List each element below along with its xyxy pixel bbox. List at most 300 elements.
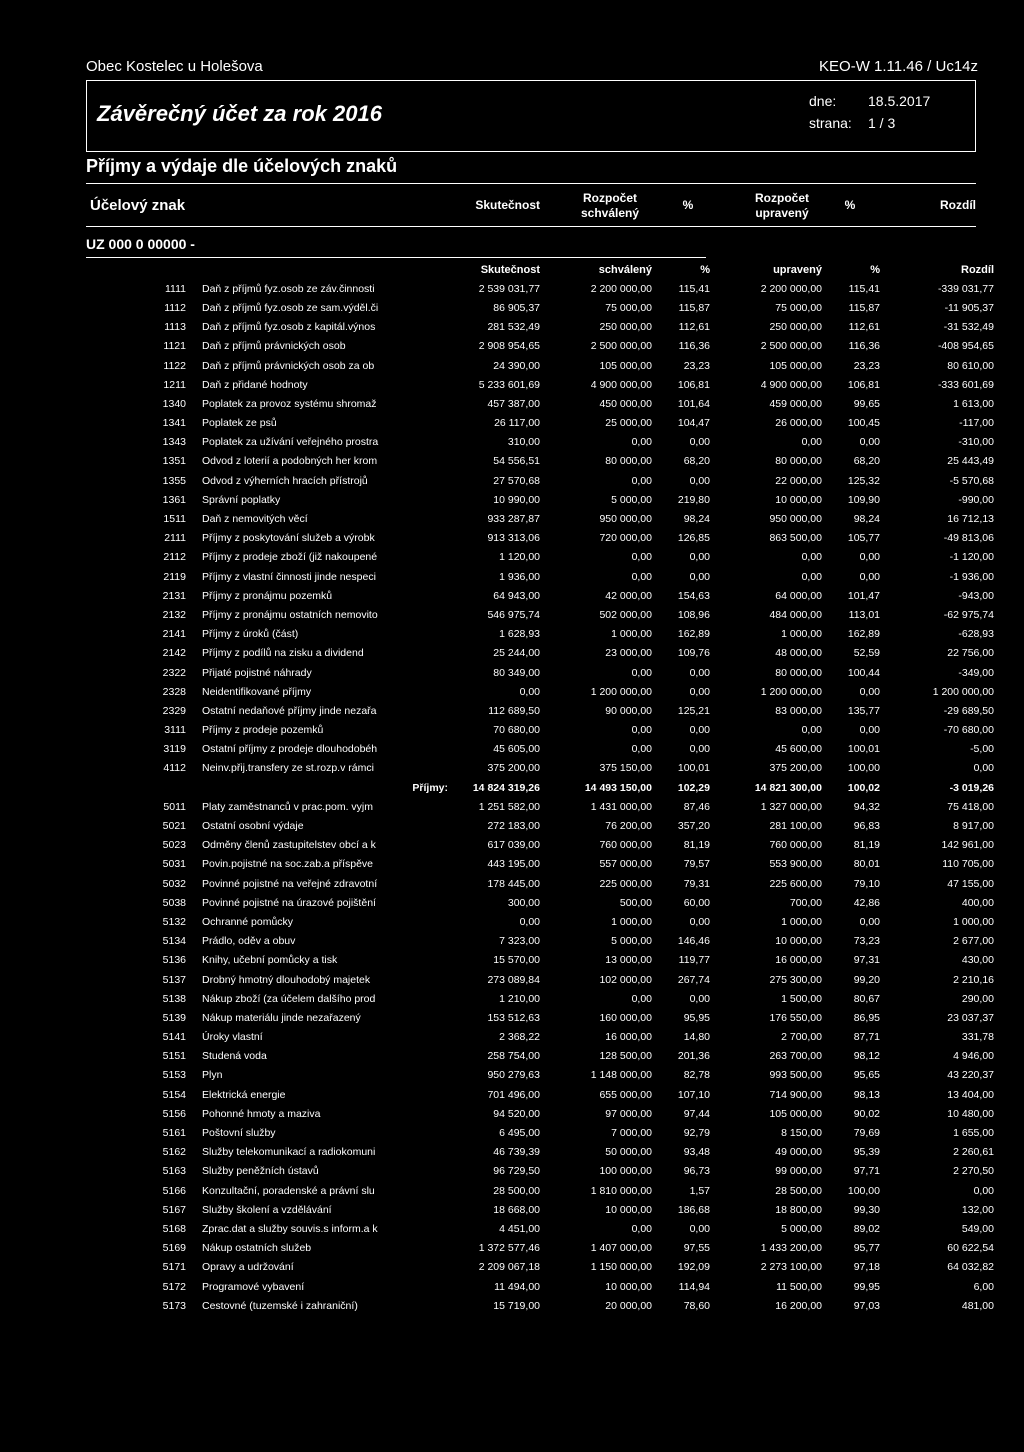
row-schvaleny: 16 000,00 xyxy=(605,1031,652,1044)
row-rozdil: 142 961,00 xyxy=(941,839,994,852)
row-upraveny: 16 200,00 xyxy=(775,1299,822,1312)
row-schvaleny: 75 000,00 xyxy=(605,301,652,314)
row-pct-upraveny: 81,19 xyxy=(853,839,880,852)
row-upraveny: 950 000,00 xyxy=(769,513,822,526)
row-rozdil: 2 260,61 xyxy=(953,1146,994,1159)
sub-header-cell: % xyxy=(870,263,880,276)
row-pct-schvaleny: 154,63 xyxy=(677,589,710,602)
row-rozdil: 1 200 000,00 xyxy=(932,685,994,698)
row-pct-upraveny: 95,77 xyxy=(853,1242,880,1255)
row-skutecnost: 950 279,63 xyxy=(487,1069,540,1082)
row-pct-upraveny: 115,41 xyxy=(848,282,880,295)
col-rozdil: Rozdíl xyxy=(940,198,976,212)
row-pct-schvaleny: 192,09 xyxy=(677,1261,710,1274)
row-pct-schvaleny: 114,94 xyxy=(678,1280,710,1293)
row-name: Elektrická energie xyxy=(202,1088,286,1101)
table-row xyxy=(86,548,994,567)
row-rozdil: -5 570,68 xyxy=(949,474,994,487)
row-schvaleny: 1 000,00 xyxy=(611,915,652,928)
row-pct-upraveny: 52,59 xyxy=(853,647,880,660)
row-code: 1351 xyxy=(162,455,186,468)
row-rozdil: 6,00 xyxy=(973,1280,994,1293)
table-row xyxy=(86,1277,994,1296)
software-version: KEO-W 1.11.46 / Uc14z xyxy=(819,58,978,75)
table-row xyxy=(86,682,994,701)
row-name: Ostatní osobní výdaje xyxy=(202,820,304,833)
row-name: Poštovní služby xyxy=(202,1127,276,1140)
row-pct-schvaleny: 108,96 xyxy=(677,608,710,621)
row-code: 5023 xyxy=(162,839,186,852)
row-upraveny: 1 500,00 xyxy=(781,992,822,1005)
row-code: 1340 xyxy=(162,397,186,410)
row-rozdil: -1 120,00 xyxy=(949,551,994,564)
row-code: 5162 xyxy=(162,1146,186,1159)
row-skutecnost: 27 570,68 xyxy=(493,474,540,487)
row-pct-upraveny: 100,01 xyxy=(847,743,880,756)
row-schvaleny: 500,00 xyxy=(619,896,652,909)
row-upraveny: 10 000,00 xyxy=(775,935,822,948)
row-code: 1211 xyxy=(163,378,186,391)
row-code: 1111 xyxy=(164,282,186,295)
row-skutecnost: 300,00 xyxy=(507,896,540,909)
row-name: Nákup ostatních služeb xyxy=(202,1242,312,1255)
row-code: 1112 xyxy=(164,301,186,314)
row-pct-upraveny: 0,00 xyxy=(859,685,880,698)
row-rozdil: 132,00 xyxy=(961,1203,994,1216)
table-row xyxy=(86,1239,994,1258)
col-rozpocet-schvaleny xyxy=(570,191,650,221)
row-schvaleny: 2 500 000,00 xyxy=(590,340,652,353)
row-pct-schvaleny: 92,79 xyxy=(683,1127,710,1140)
row-skutecnost: 112 689,50 xyxy=(488,704,540,717)
row-code: 3111 xyxy=(164,724,186,737)
row-name: Příjmy: xyxy=(412,781,448,794)
table-row xyxy=(86,1181,994,1200)
row-pct-schvaleny: 219,80 xyxy=(677,493,710,506)
row-upraveny: 263 700,00 xyxy=(769,1050,822,1063)
row-pct-upraveny: 80,67 xyxy=(853,992,880,1005)
row-pct-schvaleny: 126,85 xyxy=(677,532,710,545)
row-schvaleny: 13 000,00 xyxy=(605,954,652,967)
row-name: Příjmy z úroků (část) xyxy=(202,628,299,641)
table-row xyxy=(86,970,994,989)
row-upraveny: 18 800,00 xyxy=(775,1203,822,1216)
table-row xyxy=(86,663,994,682)
row-skutecnost: 617 039,00 xyxy=(487,839,540,852)
report-subtitle: Příjmy a výdaje dle účelových znaků xyxy=(86,156,398,176)
row-pct-schvaleny: 186,68 xyxy=(677,1203,710,1216)
row-pct-upraveny: 99,65 xyxy=(853,397,880,410)
row-schvaleny: 76 200,00 xyxy=(605,820,652,833)
row-pct-upraveny: 42,86 xyxy=(853,896,880,909)
row-pct-upraveny: 109,90 xyxy=(847,493,880,506)
row-name: Daň z příjmů právnických osob xyxy=(202,340,346,353)
row-skutecnost: 913 313,06 xyxy=(487,532,540,545)
row-upraveny: 22 000,00 xyxy=(775,474,822,487)
row-upraveny: 1 433 200,00 xyxy=(760,1242,822,1255)
row-code: 5166 xyxy=(162,1184,186,1197)
row-skutecnost: 178 445,00 xyxy=(487,877,540,890)
row-name: Odvod z výherních hracích přístrojů xyxy=(202,474,368,487)
row-code: 2131 xyxy=(162,589,186,602)
row-pct-upraveny: 100,44 xyxy=(847,666,880,679)
row-upraveny: 105 000,00 xyxy=(769,359,822,372)
row-pct-schvaleny: 100,01 xyxy=(677,762,710,775)
row-schvaleny: 502 000,00 xyxy=(599,608,652,621)
table-row xyxy=(86,912,994,931)
row-pct-schvaleny: 60,00 xyxy=(683,896,710,909)
row-pct-upraveny: 99,95 xyxy=(853,1280,880,1293)
row-upraveny: 83 000,00 xyxy=(775,704,822,717)
row-pct-upraveny: 97,03 xyxy=(853,1299,880,1312)
row-rozdil: 2 210,16 xyxy=(953,973,994,986)
row-rozdil: -408 954,65 xyxy=(937,340,994,353)
row-skutecnost: 70 680,00 xyxy=(493,724,540,737)
table-row xyxy=(86,836,994,855)
row-skutecnost: 64 943,00 xyxy=(493,589,540,602)
row-name: Konzultační, poradenské a právní slu xyxy=(202,1184,375,1197)
row-upraveny: 14 821 300,00 xyxy=(754,781,822,794)
row-pct-schvaleny: 97,55 xyxy=(683,1242,710,1255)
row-pct-upraveny: 98,12 xyxy=(853,1050,880,1063)
row-rozdil: -333 601,69 xyxy=(937,378,994,391)
row-rozdil: -628,93 xyxy=(958,628,994,641)
row-rozdil: 290,00 xyxy=(961,992,994,1005)
row-code: 5169 xyxy=(162,1242,186,1255)
row-pct-upraveny: 94,32 xyxy=(853,800,880,813)
row-upraveny: 375 200,00 xyxy=(769,762,822,775)
row-upraveny: 0,00 xyxy=(801,436,822,449)
row-skutecnost: 2 368,22 xyxy=(499,1031,540,1044)
row-skutecnost: 5 233 601,69 xyxy=(478,378,540,391)
page-label: strana: xyxy=(809,115,852,131)
row-pct-upraveny: 96,83 xyxy=(853,820,880,833)
table-row xyxy=(86,375,994,394)
row-skutecnost: 0,00 xyxy=(519,685,540,698)
row-skutecnost: 7 323,00 xyxy=(499,935,540,948)
row-code: 2111 xyxy=(164,532,186,545)
row-rozdil: 10 480,00 xyxy=(947,1107,994,1120)
row-schvaleny: 80 000,00 xyxy=(605,455,652,468)
title-box xyxy=(86,80,976,152)
table-row xyxy=(86,490,994,509)
row-code: 5038 xyxy=(162,896,186,909)
table-row xyxy=(86,298,994,317)
row-upraveny: 16 000,00 xyxy=(775,954,822,967)
row-name: Poplatek za užívání veřejného prostra xyxy=(202,436,379,449)
row-upraveny: 0,00 xyxy=(801,724,822,737)
date-value: 18.5.2017 xyxy=(868,93,931,109)
row-upraveny: 714 900,00 xyxy=(769,1088,822,1101)
row-rozdil: -117,00 xyxy=(959,417,994,430)
row-code: 2132 xyxy=(162,608,186,621)
row-pct-schvaleny: 112,61 xyxy=(678,321,710,334)
row-upraveny: 99 000,00 xyxy=(775,1165,822,1178)
row-pct-schvaleny: 79,57 xyxy=(683,858,710,871)
row-rozdil: -70 680,00 xyxy=(943,724,994,737)
row-pct-upraveny: 73,23 xyxy=(853,935,880,948)
row-schvaleny: 97 000,00 xyxy=(605,1107,652,1120)
row-pct-upraveny: 162,89 xyxy=(847,628,880,641)
row-rozdil: 16 712,13 xyxy=(947,513,994,526)
row-pct-schvaleny: 23,23 xyxy=(683,359,710,372)
row-upraveny: 64 000,00 xyxy=(775,589,822,602)
row-upraveny: 2 500 000,00 xyxy=(760,340,822,353)
row-rozdil: -49 813,06 xyxy=(943,532,994,545)
row-pct-upraveny: 23,23 xyxy=(853,359,880,372)
row-pct-schvaleny: 0,00 xyxy=(689,743,710,756)
row-code: 5153 xyxy=(162,1069,186,1082)
table-sub-header xyxy=(86,260,994,279)
row-name: Ostatní nedaňové příjmy jinde nezařa xyxy=(202,704,377,717)
row-name: Odvod z loterií a podobných her krom xyxy=(202,455,378,468)
row-code: 5021 xyxy=(162,820,186,833)
row-code: 5032 xyxy=(162,877,186,890)
row-code: 1511 xyxy=(163,513,186,526)
row-rozdil: -339 031,77 xyxy=(937,282,994,295)
col-rozpocet-upraveny-line2: upravený xyxy=(755,206,809,220)
row-pct-upraveny: 113,01 xyxy=(848,608,880,621)
row-pct-schvaleny: 146,46 xyxy=(677,935,710,948)
table-row xyxy=(86,433,994,452)
row-schvaleny: 1 200 000,00 xyxy=(590,685,652,698)
row-skutecnost: 546 975,74 xyxy=(487,608,540,621)
row-rozdil: 1 655,00 xyxy=(953,1127,994,1140)
table-row xyxy=(86,1143,994,1162)
row-pct-schvaleny: 68,20 xyxy=(683,455,710,468)
table-row xyxy=(86,759,994,778)
row-name: Příjmy z podílů na zisku a dividend xyxy=(202,647,364,660)
row-skutecnost: 4 451,00 xyxy=(499,1222,540,1235)
col-rozpocet-schvaleny-line1: Rozpočet xyxy=(583,191,637,205)
table-row xyxy=(86,951,994,970)
row-schvaleny: 557 000,00 xyxy=(599,858,652,871)
row-name: Studená voda xyxy=(202,1050,267,1063)
row-code: 1121 xyxy=(163,340,186,353)
table-row xyxy=(86,644,994,663)
row-rozdil: 110 705,00 xyxy=(942,858,994,871)
row-upraveny: 2 273 100,00 xyxy=(760,1261,822,1274)
row-rozdil: 8 917,00 xyxy=(953,820,994,833)
table-row xyxy=(86,509,994,528)
row-upraveny: 45 600,00 xyxy=(775,743,822,756)
row-code: 2119 xyxy=(163,570,186,583)
row-pct-upraveny: 99,20 xyxy=(853,973,880,986)
row-pct-schvaleny: 0,00 xyxy=(689,666,710,679)
table-row xyxy=(86,893,994,912)
row-skutecnost: 1 120,00 xyxy=(499,551,540,564)
sub-header-cell: schválený xyxy=(598,263,652,276)
row-code: 1122 xyxy=(163,359,186,372)
row-code: 5161 xyxy=(162,1127,186,1140)
row-pct-upraveny: 0,00 xyxy=(859,436,880,449)
row-skutecnost: 11 494,00 xyxy=(494,1280,540,1293)
row-name: Platy zaměstnanců v prac.pom. vyjm xyxy=(202,800,373,813)
row-name: Knihy, učební pomůcky a tisk xyxy=(202,954,338,967)
row-name: Služby školení a vzdělávání xyxy=(202,1203,332,1216)
row-skutecnost: 45 605,00 xyxy=(493,743,540,756)
table-row xyxy=(86,605,994,624)
row-upraveny: 225 600,00 xyxy=(769,877,822,890)
row-upraveny: 1 327 000,00 xyxy=(760,800,822,813)
table-row xyxy=(86,452,994,471)
row-rozdil: 430,00 xyxy=(961,954,994,967)
sub-header-cell: Skutečnost xyxy=(480,263,540,276)
row-pct-schvaleny: 162,89 xyxy=(677,628,710,641)
table-row xyxy=(86,874,994,893)
row-pct-schvaleny: 101,64 xyxy=(677,397,710,410)
row-rozdil: 481,00 xyxy=(961,1299,994,1312)
row-schvaleny: 760 000,00 xyxy=(599,839,652,852)
row-schvaleny: 1 000,00 xyxy=(611,628,652,641)
row-name: Cestovné (tuzemské i zahraniční) xyxy=(202,1299,358,1312)
col-rozpocet-schvaleny-line2: schválený xyxy=(580,206,640,220)
row-rozdil: 25 443,49 xyxy=(947,455,994,468)
table-row xyxy=(86,1008,994,1027)
row-rozdil: 1 613,00 xyxy=(953,397,994,410)
row-rozdil: 80 610,00 xyxy=(947,359,994,372)
table-row xyxy=(86,586,994,605)
row-rozdil: -62 975,74 xyxy=(943,608,994,621)
row-schvaleny: 2 200 000,00 xyxy=(590,282,652,295)
row-upraveny: 700,00 xyxy=(789,896,822,909)
row-name: Daň z přidané hodnoty xyxy=(202,378,308,391)
row-pct-upraveny: 125,32 xyxy=(847,474,880,487)
table-row xyxy=(86,1219,994,1238)
row-schvaleny: 655 000,00 xyxy=(599,1088,652,1101)
row-skutecnost: 80 349,00 xyxy=(493,666,540,679)
row-code: 5168 xyxy=(162,1222,186,1235)
col-rozpocet-upraveny-line1: Rozpočet xyxy=(755,191,809,205)
row-rozdil: 75 418,00 xyxy=(947,800,994,813)
row-schvaleny: 23 000,00 xyxy=(605,647,652,660)
row-pct-upraveny: 99,30 xyxy=(853,1203,880,1216)
row-schvaleny: 7 000,00 xyxy=(611,1127,652,1140)
row-name: Povinné pojistné na úrazové pojištění xyxy=(202,896,376,909)
row-pct-upraveny: 87,71 xyxy=(853,1031,880,1044)
row-code: 5011 xyxy=(163,800,186,813)
row-schvaleny: 0,00 xyxy=(631,551,652,564)
row-name: Příjmy z prodeje zboží (již nakoupené xyxy=(202,551,378,564)
row-name: Programové vybavení xyxy=(202,1280,305,1293)
divider xyxy=(86,226,976,227)
row-pct-schvaleny: 93,48 xyxy=(683,1146,710,1159)
row-upraveny: 8 150,00 xyxy=(781,1127,822,1140)
row-pct-schvaleny: 0,00 xyxy=(689,1222,710,1235)
row-pct-upraveny: 79,10 xyxy=(853,877,880,890)
row-name: Poplatek ze psů xyxy=(202,417,277,430)
row-pct-upraveny: 105,77 xyxy=(847,532,880,545)
row-upraveny: 11 500,00 xyxy=(776,1280,822,1293)
row-pct-upraveny: 95,39 xyxy=(853,1146,880,1159)
row-pct-schvaleny: 119,77 xyxy=(678,954,710,967)
row-skutecnost: 14 824 319,26 xyxy=(472,781,540,794)
row-code: 5139 xyxy=(162,1011,186,1024)
row-code: 1113 xyxy=(164,321,186,334)
row-upraveny: 1 000,00 xyxy=(781,628,822,641)
row-pct-schvaleny: 115,87 xyxy=(678,301,710,314)
row-name: Ostatní příjmy z prodeje dlouhodobéh xyxy=(202,743,378,756)
row-schvaleny: 4 900 000,00 xyxy=(590,378,652,391)
table-row xyxy=(86,1296,994,1315)
table-row xyxy=(86,529,994,548)
row-code: 4112 xyxy=(163,762,186,775)
row-skutecnost: 10 990,00 xyxy=(493,493,540,506)
row-schvaleny: 0,00 xyxy=(631,570,652,583)
row-name: Neidentifikované příjmy xyxy=(202,685,312,698)
row-upraveny: 2 200 000,00 xyxy=(760,282,822,295)
row-code: 2328 xyxy=(162,685,186,698)
divider xyxy=(86,183,976,184)
row-pct-upraveny: 98,24 xyxy=(853,513,880,526)
row-code: 5141 xyxy=(162,1031,186,1044)
row-rozdil: -29 689,50 xyxy=(943,704,994,717)
uz-label: UZ 000 0 00000 - xyxy=(86,236,195,252)
row-pct-upraveny: 106,81 xyxy=(847,378,880,391)
row-rozdil: -1 936,00 xyxy=(949,570,994,583)
row-schvaleny: 128 500,00 xyxy=(599,1050,652,1063)
row-skutecnost: 26 117,00 xyxy=(494,417,540,430)
row-schvaleny: 375 150,00 xyxy=(599,762,652,775)
sub-header-cell: upravený xyxy=(773,263,822,276)
row-code xyxy=(86,778,202,797)
row-name: Drobný hmotný dlouhodobý majetek xyxy=(202,973,371,986)
row-name: Ochranné pomůcky xyxy=(202,915,294,928)
row-pct-upraveny: 100,02 xyxy=(847,781,880,794)
row-pct-schvaleny: 267,74 xyxy=(677,973,710,986)
table-row xyxy=(86,414,994,433)
row-schvaleny: 720 000,00 xyxy=(599,532,652,545)
data-table xyxy=(86,260,994,1315)
row-schvaleny: 14 493 150,00 xyxy=(584,781,652,794)
row-name: Opravy a udržování xyxy=(202,1261,294,1274)
row-rozdil: 0,00 xyxy=(973,1184,994,1197)
row-code: 1341 xyxy=(162,417,186,430)
row-skutecnost: 457 387,00 xyxy=(487,397,540,410)
divider xyxy=(86,257,706,258)
row-rozdil: 400,00 xyxy=(961,896,994,909)
row-skutecnost: 6 495,00 xyxy=(499,1127,540,1140)
row-name: Příjmy z pronájmu ostatních nemovito xyxy=(202,608,378,621)
row-code: 2322 xyxy=(162,666,186,679)
row-pct-schvaleny: 95,95 xyxy=(683,1011,710,1024)
row-rozdil: -349,00 xyxy=(958,666,994,679)
row-skutecnost: 258 754,00 xyxy=(487,1050,540,1063)
row-code: 2142 xyxy=(162,647,186,660)
row-pct-schvaleny: 98,24 xyxy=(683,513,710,526)
table-row xyxy=(86,1028,994,1047)
row-schvaleny: 0,00 xyxy=(631,436,652,449)
row-schvaleny: 1 148 000,00 xyxy=(590,1069,652,1082)
row-code: 5031 xyxy=(162,858,186,871)
row-skutecnost: 28 500,00 xyxy=(493,1184,540,1197)
row-name: Daň z příjmů právnických osob za ob xyxy=(202,359,375,372)
table-row xyxy=(86,1123,994,1142)
row-skutecnost: 1 372 577,46 xyxy=(478,1242,540,1255)
row-rozdil: 64 032,82 xyxy=(947,1261,994,1274)
row-code: 2112 xyxy=(163,551,186,564)
table-row xyxy=(86,318,994,337)
row-rozdil: -5,00 xyxy=(970,743,994,756)
row-rozdil: 1 000,00 xyxy=(953,915,994,928)
table-row xyxy=(86,701,994,720)
row-skutecnost: 2 539 031,77 xyxy=(478,282,540,295)
row-code: 2329 xyxy=(162,704,186,717)
col-pct2: % xyxy=(844,198,856,212)
table-row xyxy=(86,394,994,413)
row-pct-upraveny: 0,00 xyxy=(859,551,880,564)
row-upraveny: 484 000,00 xyxy=(769,608,822,621)
